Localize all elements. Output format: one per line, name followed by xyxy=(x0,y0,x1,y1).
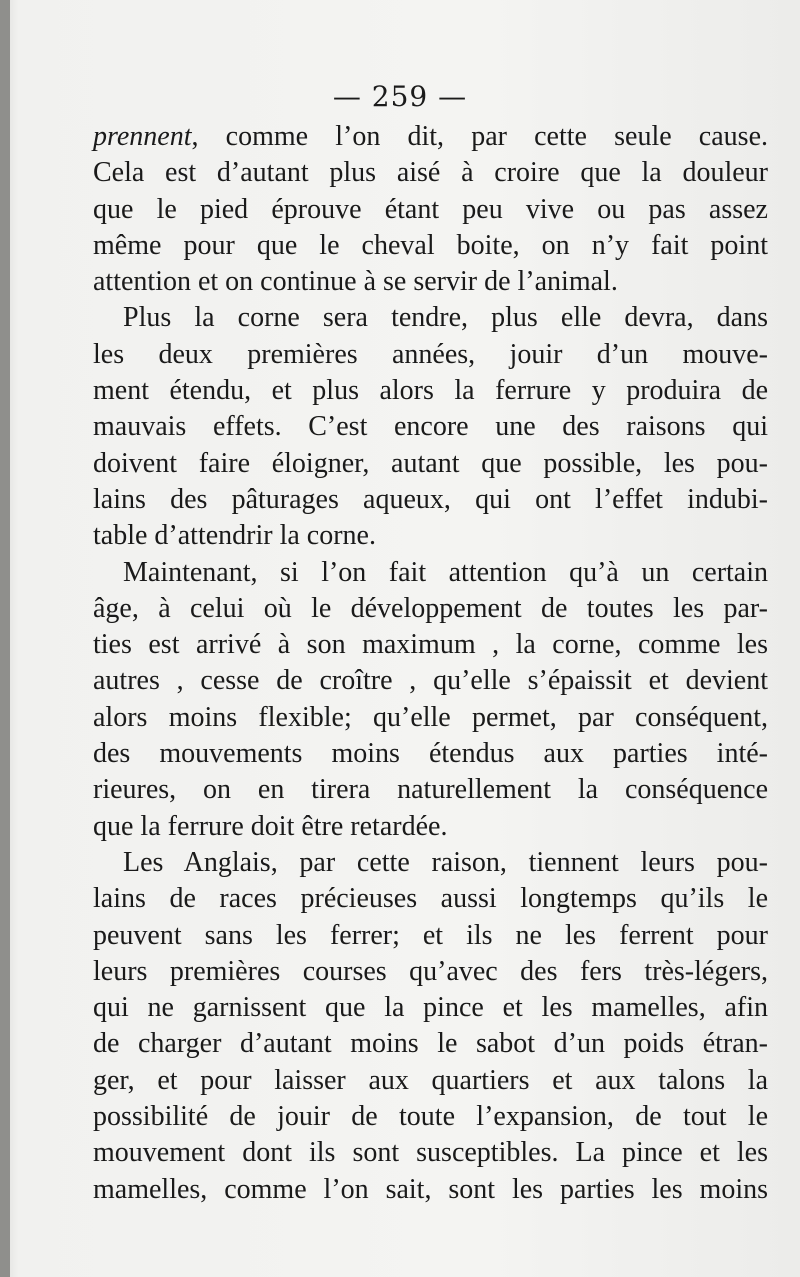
text-line xyxy=(93,300,768,336)
text-line xyxy=(93,482,768,518)
line-text: même pour que le cheval boite, on n’y fait point xyxy=(93,229,768,261)
text-line xyxy=(93,1063,768,1099)
line-text: que le pied éprouve étant peu vive ou pas assez xyxy=(93,193,768,225)
line-text: peuvent sans les ferrer; et ils ne les ferrent pour xyxy=(93,919,768,951)
text-line xyxy=(93,700,768,736)
line-text: Plus la corne sera tendre, plus elle devra, dans xyxy=(123,302,768,334)
text-line xyxy=(93,918,768,954)
line-text: mamelles, comme l’on sait, sont les parties les moins xyxy=(93,1173,768,1205)
text-line xyxy=(93,1135,768,1171)
line-text: ment étendu, et plus alors la ferrure y produira de xyxy=(93,375,768,407)
line-text: Cela est d’autant plus aisé à croire que la douleur xyxy=(93,157,768,189)
text-line xyxy=(93,1172,768,1208)
line-text: Les Anglais, par cette raison, tiennent leurs pou- xyxy=(123,846,768,878)
line-text: mauvais effets. C’est encore une des raisons qui xyxy=(93,411,768,443)
text-line xyxy=(93,192,768,228)
line-text: les deux premières années, jouir d’un mouve- xyxy=(93,338,768,370)
paragraph xyxy=(93,845,768,1208)
text-line xyxy=(93,1026,768,1062)
text-line xyxy=(93,446,768,482)
page-gutter-edge xyxy=(0,0,10,1277)
paragraph xyxy=(93,555,768,845)
line-text: alors moins flexible; qu’elle permet, par conséquent, xyxy=(93,701,768,733)
line-text: leurs premières courses qu’avec des fers très-légers, xyxy=(93,955,768,987)
text-line xyxy=(93,627,768,663)
line-text: ger, et pour laisser aux quartiers et aux talons la xyxy=(93,1064,768,1096)
text-line xyxy=(93,228,768,264)
line-text: qui ne garnissent que la pince et les mamelles, afin xyxy=(93,992,768,1024)
text-line xyxy=(93,591,768,627)
line-text: que la ferrure doit être retardée. xyxy=(93,810,448,842)
line-text: mouvement dont ils sont susceptibles. La pince et les xyxy=(93,1137,768,1169)
line-text: attention et on continue à se servir de l’animal. xyxy=(93,266,618,298)
line-text: rieures, on en tirera naturellement la conséquence xyxy=(93,774,768,806)
text-line xyxy=(93,772,768,808)
line-text: possibilité de jouir de toute l’expansion, de tout le xyxy=(93,1101,768,1133)
line-text: Maintenant, si l’on fait attention qu’à un certain xyxy=(123,556,768,588)
text-line xyxy=(93,555,768,591)
line-text: ties est arrivé à son maximum , la corne, comme les xyxy=(93,629,768,661)
paragraph xyxy=(93,300,768,554)
line-text: lains de races précieuses aussi longtemps qu’ils le xyxy=(93,883,768,915)
text-line xyxy=(93,881,768,917)
italic-word: prennent xyxy=(93,121,192,152)
line-text: des mouvements moins étendus aux parties inté- xyxy=(93,738,768,770)
text-line xyxy=(93,119,768,155)
line-text: autres , cesse de croître , qu’elle s’épaissit et devient xyxy=(93,665,768,697)
text-line xyxy=(93,663,768,699)
body-text xyxy=(93,119,768,1208)
line-text: de charger d’autant moins le sabot d’un poids étran- xyxy=(93,1028,768,1060)
text-line xyxy=(93,518,768,554)
text-line xyxy=(93,736,768,772)
text-line xyxy=(93,990,768,1026)
text-line xyxy=(93,155,768,191)
text-line xyxy=(93,264,768,300)
text-line xyxy=(93,337,768,373)
text-line xyxy=(93,1099,768,1135)
paragraph xyxy=(93,119,768,300)
line-text: âge, à celui où le développement de toutes les par- xyxy=(93,592,768,624)
text-line xyxy=(93,409,768,445)
text-line xyxy=(93,954,768,990)
text-line xyxy=(93,845,768,881)
line-text: doivent faire éloigner, autant que possible, les pou- xyxy=(93,447,768,479)
line-text: lains des pâturages aqueux, qui ont l’effet indubi- xyxy=(93,483,768,515)
page-number: — 259 — xyxy=(332,80,468,113)
line-text: table d’attendrir la corne. xyxy=(93,520,376,552)
line-text: , comme l’on dit, par cette seule cause. xyxy=(191,121,768,152)
text-line xyxy=(93,373,768,409)
text-line xyxy=(93,809,768,845)
